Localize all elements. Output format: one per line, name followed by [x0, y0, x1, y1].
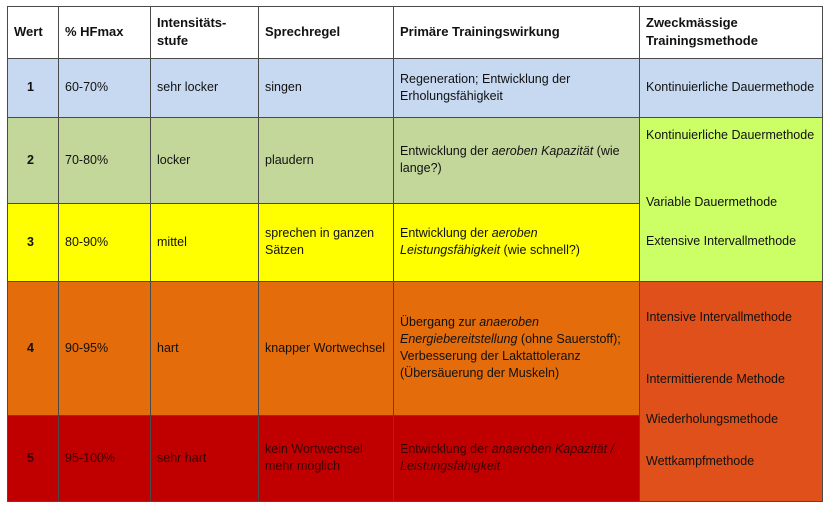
hfmax-range: 70-80% [65, 152, 109, 167]
training-effect: Entwicklung der aeroben Kapazität (wie lange?) [400, 144, 620, 175]
training-effect: Entwicklung der anaeroben Kapazität / Leistungsfähigkeit. [400, 442, 615, 473]
method-item: Intermittierende Methode [646, 372, 785, 386]
method-row1: Kontinuierliche Dauermethode [646, 80, 815, 94]
method-item: Kontinuierliche Dauermethode [646, 128, 815, 142]
hfmax-range: 90-95% [65, 340, 109, 355]
speech-rule: kein Wortwechsel mehr möglich [265, 442, 363, 473]
speech-rule: knapper Wortwechsel [265, 340, 385, 355]
method-item: Extensive Intervallmethode [646, 234, 797, 248]
hfmax-range: 80-90% [65, 234, 109, 249]
header-wert: Wert [14, 24, 43, 39]
zone-value: 5 [27, 450, 34, 465]
speech-rule: singen [265, 80, 302, 94]
intensity-level: sehr hart [157, 450, 207, 465]
header-intensitaetsstufe: Intensitäts-stufe [157, 15, 227, 48]
method-item: Wiederholungsmethode [646, 412, 779, 426]
header-hfmax: % HFmax [65, 24, 124, 39]
intensity-level: hart [157, 340, 179, 355]
header-sprechregel: Sprechregel [265, 24, 341, 39]
hfmax-range: 95-100% [65, 450, 116, 465]
zone-value: 1 [27, 80, 34, 94]
speech-rule: sprechen in ganzen Sätzen [265, 226, 375, 257]
header-trainingsmethode: Zweckmässige Trainingsmethode [646, 15, 758, 48]
method-anaerobic-group [639, 281, 823, 502]
intensity-level: mittel [157, 234, 187, 249]
hfmax-range: 60-70% [65, 80, 109, 94]
header-trainingswirkung: Primäre Trainingswirkung [400, 24, 560, 39]
method-item: Variable Dauermethode [646, 195, 778, 209]
method-item: Wettkampfmethode [646, 454, 755, 468]
speech-rule: plaudern [265, 152, 314, 167]
zone-value: 3 [27, 234, 34, 249]
training-effect: Übergang zur anaeroben Energiebereitstellung (ohne Sauerstoff); Verbesserung der Laktattoleranz (Übersäuerung der Muskeln) [400, 315, 621, 380]
intensity-level: sehr locker [157, 80, 219, 94]
training-zones-table [7, 6, 823, 502]
zone-value: 2 [27, 152, 34, 167]
method-item: Intensive Intervallmethode [646, 310, 792, 324]
intensity-level: locker [157, 152, 191, 167]
training-effect: Entwicklung der aeroben Leistungsfähigkeit (wie schnell?) [400, 226, 580, 257]
method-aerobic-group [639, 117, 823, 281]
training-effect: Regeneration; Entwicklung der Erholungsfähigkeit [400, 71, 571, 103]
zone-value: 4 [27, 340, 34, 355]
